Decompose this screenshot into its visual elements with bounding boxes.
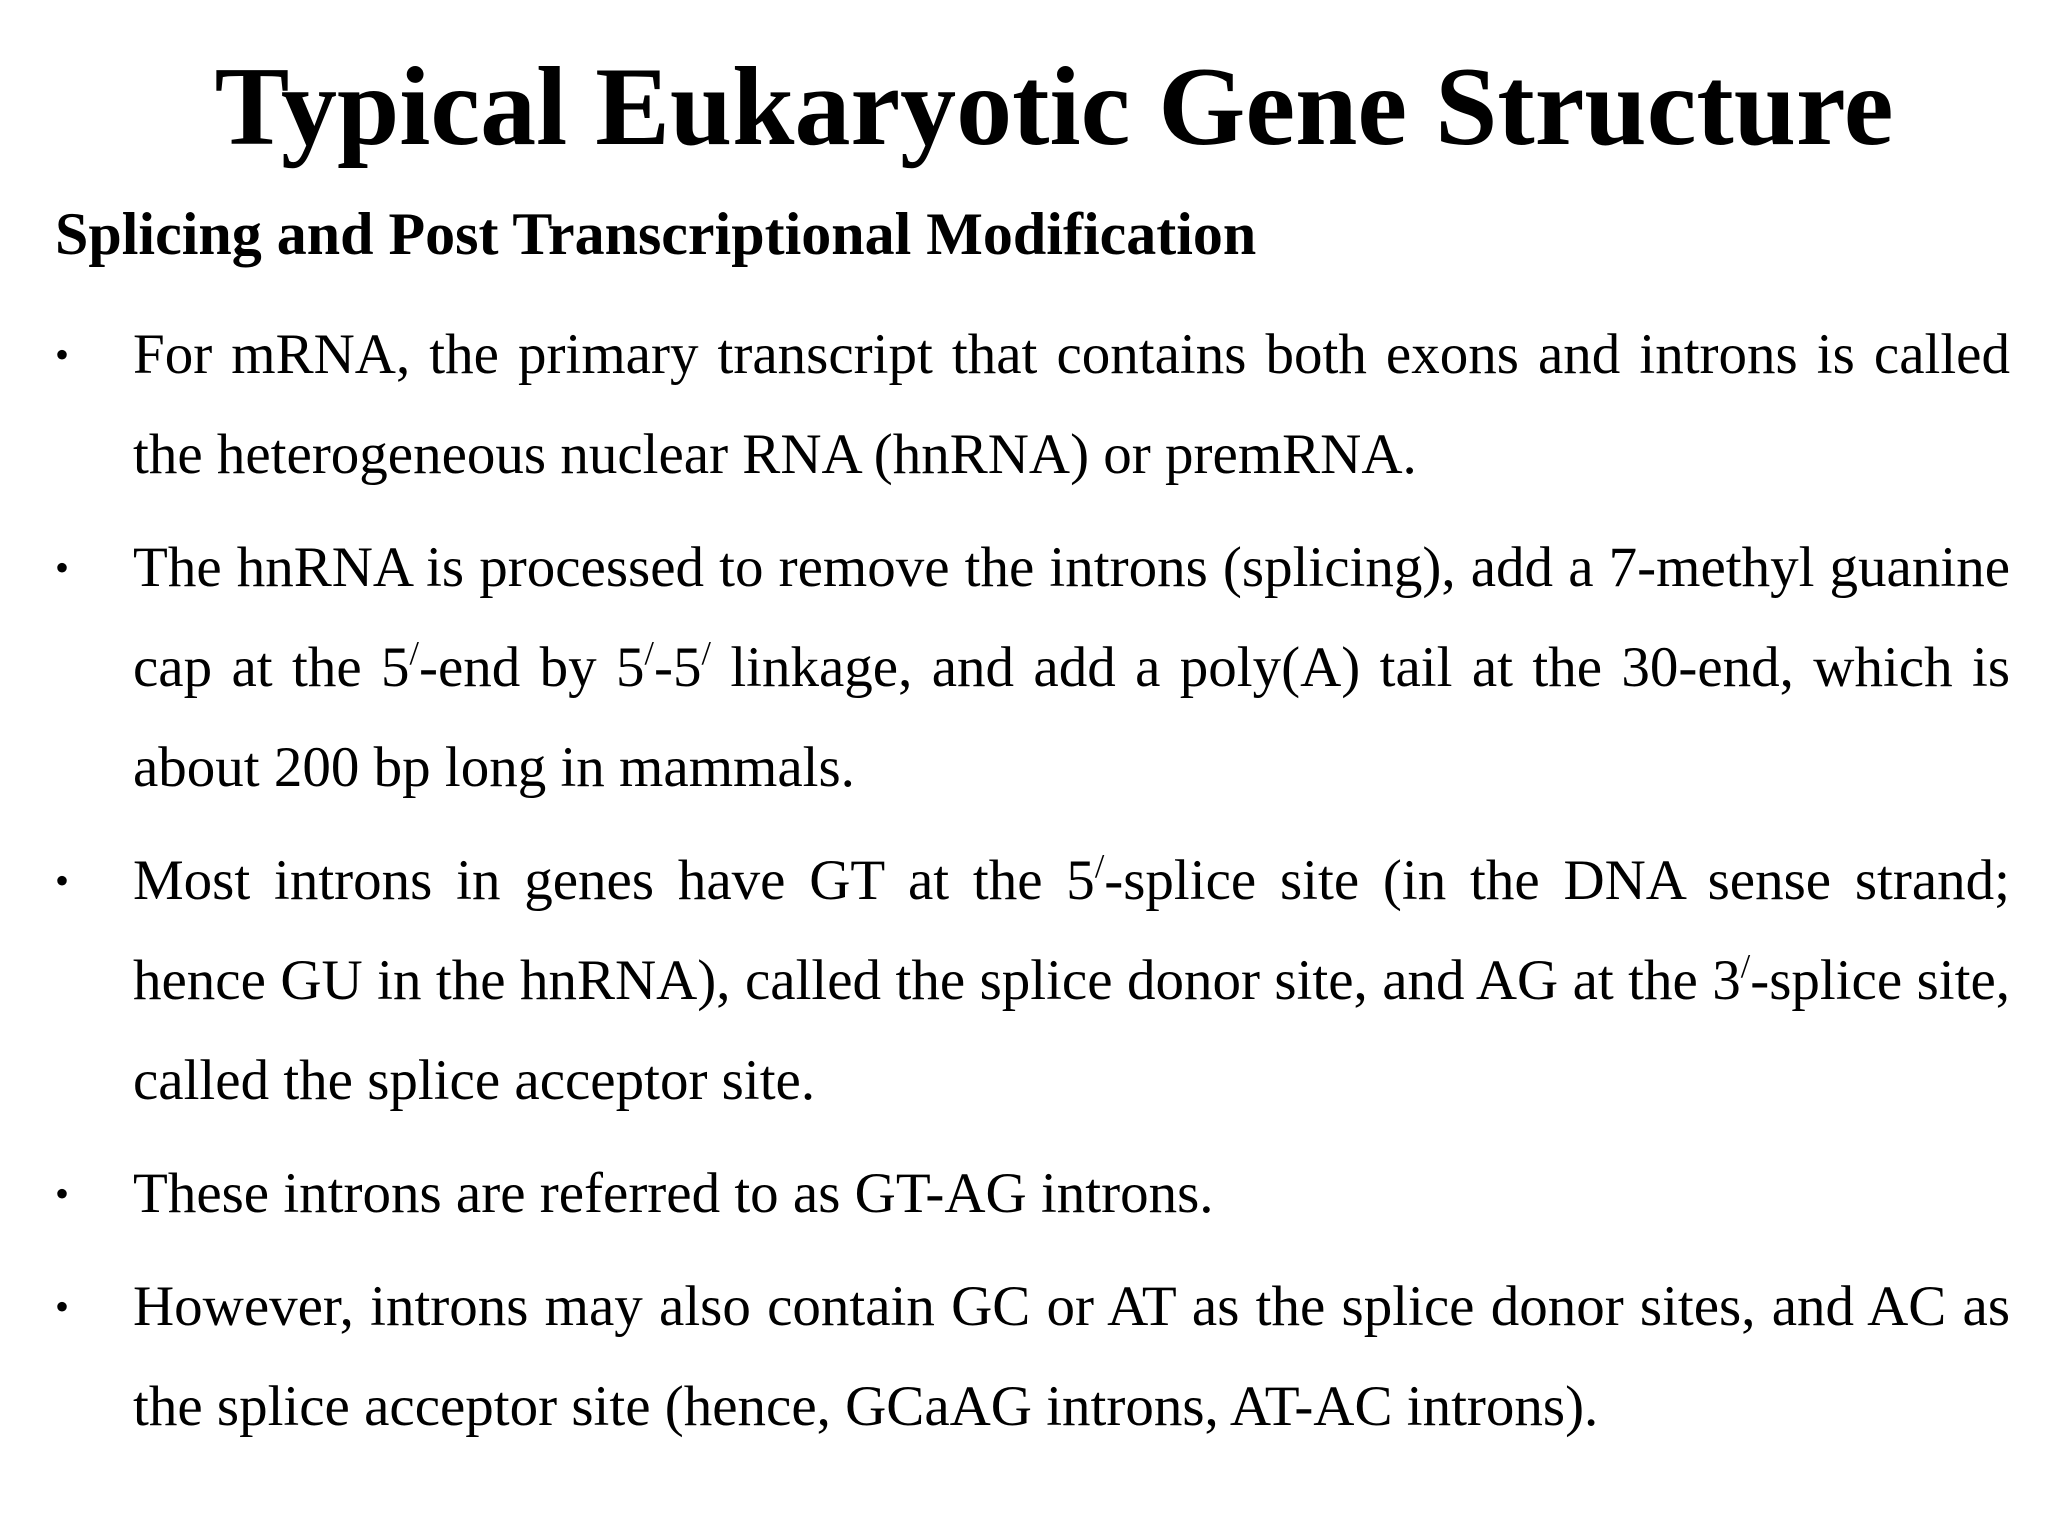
bullet-text-part: linkage, and add a poly(A) tail at the 30-end, which is about 200 bp long in mammals. <box>133 636 2011 799</box>
bullet-icon: • <box>55 858 70 903</box>
bullet-text: For mRNA, the primary transcript that contains both exons and introns is called the heterogeneous nuclear RNA (hnRNA) or premRNA. <box>133 323 2010 486</box>
bullet-item-hnrna-definition <box>55 305 2010 505</box>
bullet-item-splice-sites <box>55 831 2010 1131</box>
bullet-text-part: -splice site, called the splice acceptor site. <box>133 949 2010 1112</box>
bullet-text: These introns are referred to as GT-AG introns. <box>133 1162 1214 1225</box>
prime-mark: / <box>1094 848 1105 885</box>
bullet-icon: • <box>55 545 70 590</box>
bullet-text-part: -end by 5 <box>418 636 645 699</box>
slide-title: Typical Eukaryotic Gene Structure <box>214 45 1894 169</box>
bullet-item-gt-ag-introns <box>55 1144 2010 1244</box>
prime-mark: / <box>409 635 419 672</box>
bullet-text-part: Most introns in genes have GT at the 5 <box>133 849 1095 912</box>
bullet-text-part: -splice site (in the DNA sense strand; hence GU in the hnRNA), called the splice donor site, and AG at the 3 <box>133 849 2010 1012</box>
bullet-item-alternative-introns <box>55 1257 2010 1457</box>
bullet-item-hnrna-processing <box>55 518 2010 818</box>
bullet-text-part: The hnRNA is processed to remove the introns (splicing), add a 7-methyl guanine cap at the 5 <box>133 536 2010 699</box>
bullet-icon: • <box>55 1171 70 1216</box>
bullet-list <box>55 305 2010 1470</box>
bullet-icon: • <box>55 1284 70 1329</box>
bullet-icon: • <box>55 332 70 377</box>
slide-subtitle: Splicing and Post Transcriptional Modification <box>55 201 1257 267</box>
prime-mark: / <box>1740 948 1751 985</box>
prime-mark: / <box>644 635 654 672</box>
prime-mark: / <box>701 635 711 672</box>
bullet-text: However, introns may also contain GC or AT as the splice donor sites, and AC as the splice acceptor site (hence, GCaAG introns, AT-AC introns). <box>133 1275 2010 1438</box>
bullet-text-part: -5 <box>654 636 702 699</box>
